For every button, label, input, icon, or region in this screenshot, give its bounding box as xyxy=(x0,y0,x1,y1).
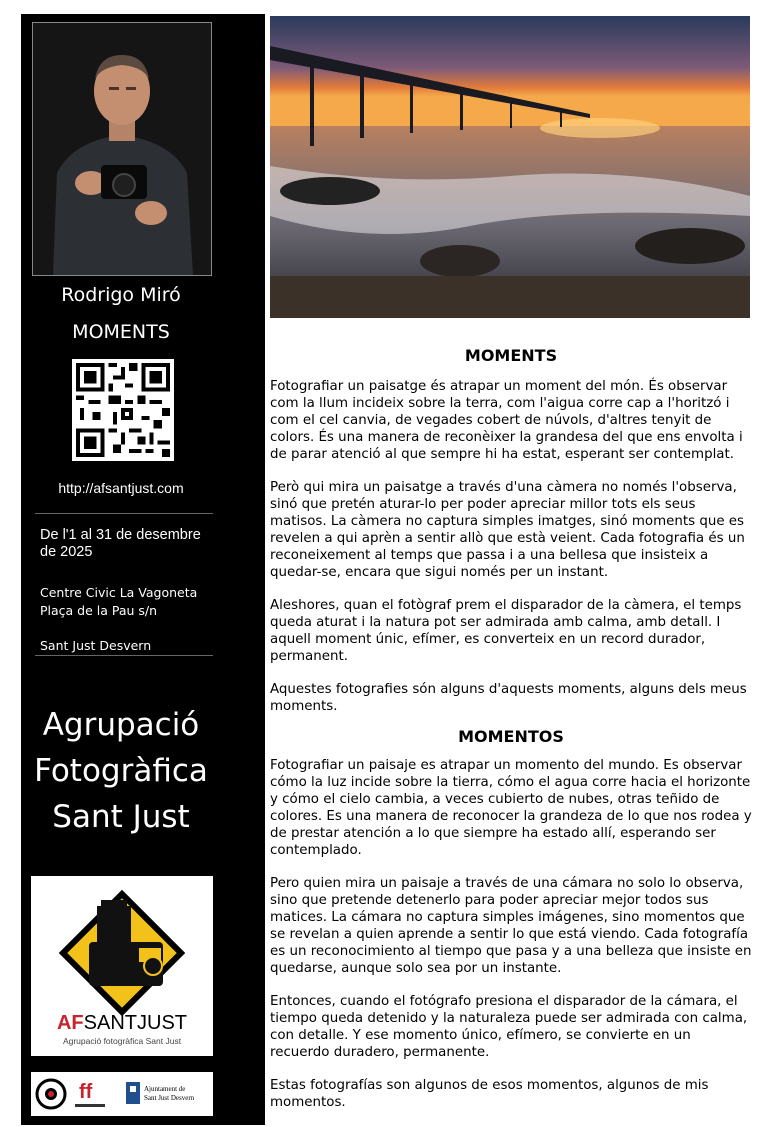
catalan-text xyxy=(270,378,752,731)
exhibition-title: MOMENTS xyxy=(72,321,170,343)
paragraph: Pero quien mira un paisaje a través de una cámara no solo lo observa, sino que pretende detenerlo para poder apreciar mejor todos sus matices. La cámara no captura simples imágenes, sino momentos que se revelan a quien aprende a sentir lo que está viendo. Cada fotografía es un reconocimiento al tiempo que pasa y a una belleza que insiste en quedarse, aunque solo sea por un instante. xyxy=(270,876,752,976)
club-name-line: Fotogràfica xyxy=(34,753,208,789)
paragraph: Fotografiar un paisaje es atrapar un momento del mundo. Es observar cómo la luz incide sobre la tierra, cómo el agua corre hacia el horizonte y cómo el cielo cambia, a veces cubierto de nubes, otras teñido de colores. Es una manera de reconocer la grandeza de lo que nos rodea y de prestar atención a lo que siempre ha estado allí, esperando ser contemplado. xyxy=(270,758,752,858)
landscape-photo xyxy=(270,16,750,318)
photographer-name: Rodrigo Miró xyxy=(61,284,181,306)
paragraph: Entonces, cuando el fotógrafo presiona el disparador de la cámara, el tiempo queda detenido y la naturaleza puede ser admirada con calma, con detalle. Y ese momento único, efímero, se convierte en un recuerdo duradero, permanente. xyxy=(270,994,748,1060)
spanish-heading: MOMENTOS xyxy=(458,727,564,746)
venue-town: Sant Just Desvern xyxy=(40,638,152,653)
svg-text:ff: ff xyxy=(79,1081,93,1103)
club-name xyxy=(21,702,221,840)
catalan-heading: MOMENTS xyxy=(464,346,558,365)
exhibition-dates: De l'1 al 31 de desembre de 2025 xyxy=(40,527,201,560)
sponsor-logos xyxy=(31,1072,213,1116)
svg-text:AFSANTJUST: AFSANTJUST xyxy=(56,1012,188,1034)
paragraph: Aquestes fotografies són alguns d'aquests moments, alguns dels meus moments. xyxy=(270,682,747,714)
website-url[interactable]: http://afsantjust.com xyxy=(58,480,184,496)
spanish-text xyxy=(270,757,752,1127)
venue-address: Plaça de la Pau s/n xyxy=(40,603,158,618)
club-name-line: Sant Just xyxy=(52,799,190,835)
paragraph: Estas fotografías son algunos de esos momentos, algunos de mis momentos. xyxy=(270,1078,709,1110)
svg-text:Sant Just Desvern: Sant Just Desvern xyxy=(144,1094,195,1102)
paragraph: Però qui mira un paisatge a través d'una càmera no només l'observa, sinó que pretén aturar-lo per poder apreciar millor tots els seus matisos. La càmera no captura simples imatges, sinó moments que es revelen a qui aprèn a sentir allò que està veient. Cada fotografia és un reconeixement al temps que passa i a una bellesa que insisteix a quedar-se, encara que sigui només per un instant. xyxy=(270,480,745,580)
sidebar xyxy=(21,14,265,1125)
club-name-line: Agrupació xyxy=(42,707,200,743)
venue-name: Centre Civic La Vagoneta xyxy=(40,585,198,600)
divider xyxy=(35,513,213,514)
paragraph: Aleshores, quan el fotògraf prem el disparador de la càmera, el temps queda aturat i la natura pot ser admirada amb calma, amb detall. I aquell moment únic, efímer, es converteix en un record durador, permanent. xyxy=(270,598,742,664)
divider xyxy=(35,655,213,656)
logo-name-rest: SANTJUST xyxy=(83,1012,188,1034)
qr-code[interactable] xyxy=(72,359,174,461)
photographer-portrait xyxy=(32,22,212,276)
paragraph: Fotografiar un paisatge és atrapar un moment del món. És observar com la llum incideix sobre la terra, com l'aigua corre cap a l'horitzó i com el cel canvia, de vegades cobert de núvols, d'altres tenyit de colors. És una manera de reconèixer la grandesa del que ens envolta i de parar atenció al que sempre hi ha estat, esperant ser contemplat. xyxy=(270,379,743,462)
logo-tagline: Agrupació fotogràfica Sant Just xyxy=(62,1036,182,1046)
afsantjust-logo xyxy=(31,876,213,1056)
svg-text:Ajuntament de: Ajuntament de xyxy=(144,1085,186,1093)
